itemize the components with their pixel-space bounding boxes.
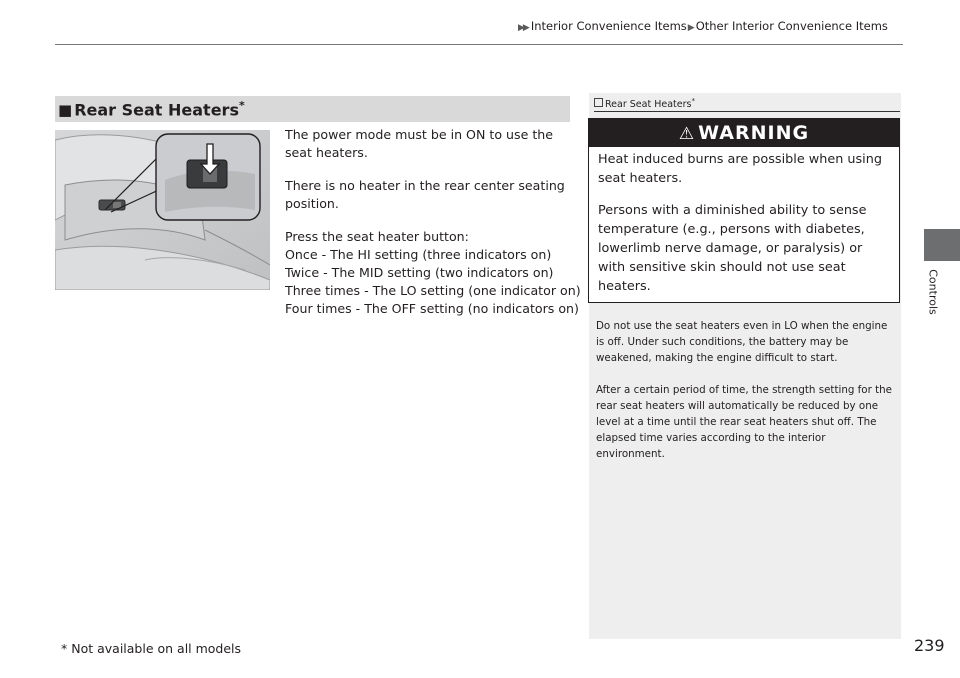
section-title <box>58 99 245 119</box>
breadcrumb <box>518 19 888 33</box>
chapter-tab-label: Controls <box>926 269 940 315</box>
note-heading-text: Rear Seat Heaters <box>605 99 692 111</box>
breadcrumb-item-other-items[interactable]: Other Interior Convenience Items <box>695 19 888 33</box>
breadcrumb-item-interior-convenience[interactable]: Interior Convenience Items <box>530 19 687 33</box>
note-heading <box>594 97 695 110</box>
chapter-tab[interactable] <box>924 229 960 261</box>
instructions-intro: Press the seat heater button: <box>285 229 469 244</box>
header-divider <box>55 44 903 45</box>
availability-asterisk: * <box>238 99 245 112</box>
double-triangle-icon: ▶▶ <box>518 23 528 33</box>
note-divider <box>594 111 900 112</box>
note-text <box>596 318 896 478</box>
warning-label: WARNING <box>698 122 810 144</box>
center-seat-paragraph: There is no heater in the rear center seating position. <box>285 178 565 211</box>
button-instructions <box>285 228 581 318</box>
triangle-icon: ▶ <box>687 23 695 33</box>
auto-reduce-paragraph: After a certain period of time, the strength setting for the rear seat heaters will automatically be reduced by one level at a time until the rear seat heaters shut off. The elapsed time varies according to the interior environment. <box>596 384 893 460</box>
body-text <box>285 126 581 318</box>
warning-text <box>598 150 893 309</box>
square-bullet-icon: ■ <box>58 101 73 120</box>
warning-burns-paragraph: Heat induced burns are possible when using seat heaters. <box>598 152 882 186</box>
page-number: 239 <box>914 636 945 655</box>
setting-line-once: Once - The HI setting (three indicators on) <box>285 247 552 262</box>
section-title-text: Rear Seat Heaters <box>74 100 239 120</box>
footnote: * Not available on all models <box>61 641 242 656</box>
note-reference-icon <box>594 98 603 107</box>
note-asterisk: * <box>691 97 695 105</box>
power-mode-paragraph: The power mode must be in ON to use the seat heaters. <box>285 127 553 160</box>
seat-heater-button-illustration <box>55 130 270 290</box>
warning-triangle-icon: ⚠ <box>678 124 696 144</box>
warning-sensitivity-paragraph: Persons with a diminished ability to sense temperature (e.g., persons with diabetes, lowerlimb nerve damage, or paralysis) or with sensitive skin should not use seat heaters. <box>598 203 867 294</box>
setting-line-four-times: Four times - The OFF setting (no indicators on) <box>285 301 579 316</box>
setting-line-twice: Twice - The MID setting (two indicators on) <box>285 265 554 280</box>
warning-header <box>589 119 899 147</box>
setting-line-three-times: Three times - The LO setting (one indicator on) <box>285 283 581 298</box>
engine-off-paragraph: Do not use the seat heaters even in LO when the engine is off. Under such conditions, the battery may be weakened, making the engine difficult to start. <box>596 320 888 364</box>
